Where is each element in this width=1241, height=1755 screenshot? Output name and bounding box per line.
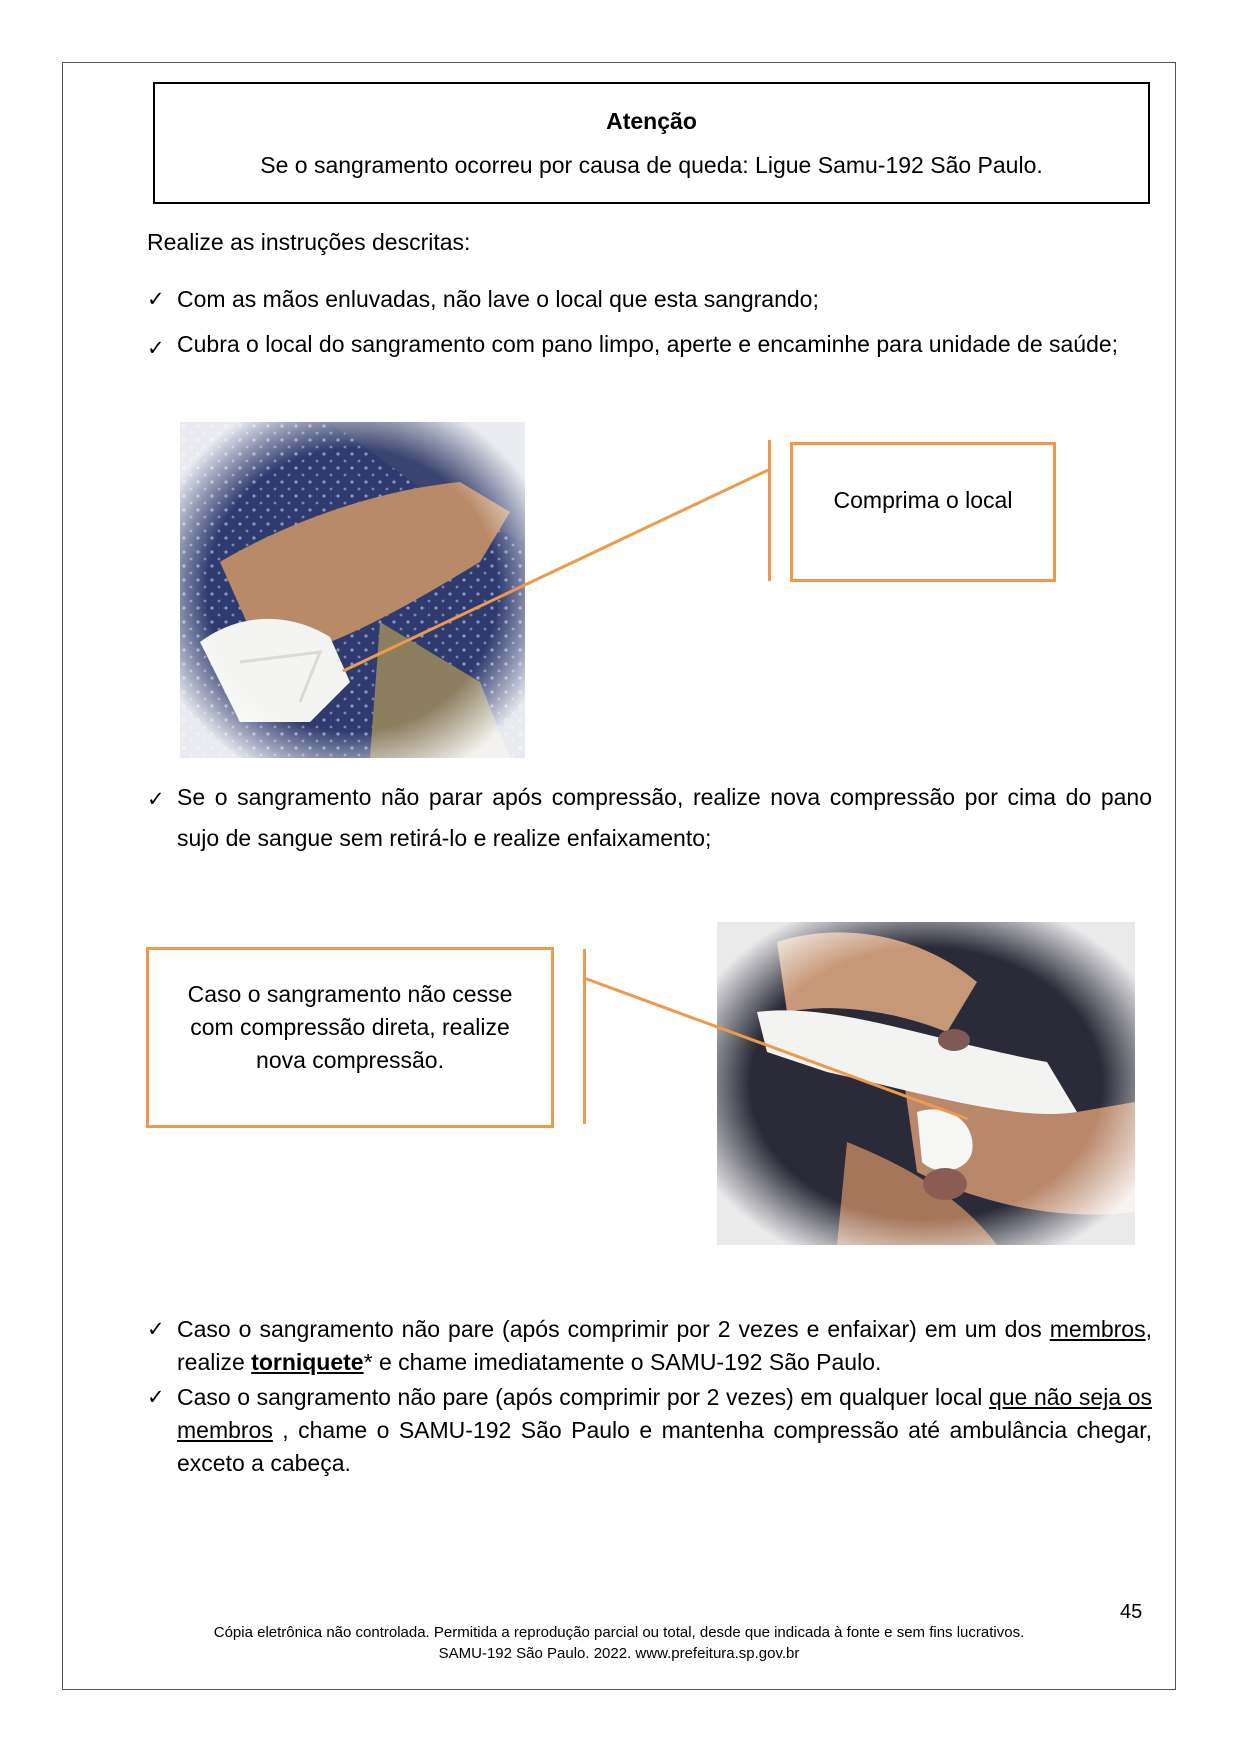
limbs-underlined: membros bbox=[1049, 1316, 1146, 1342]
check-item-text: Cubra o local do sangramento com pano limpo, aperte e encaminhe para unidade de saúde; bbox=[177, 331, 1119, 357]
check-icon: ✓ bbox=[147, 336, 165, 360]
footer-copyright: Cópia eletrônica não controlada. Permitida a reprodução parcial ou total, desde que indicada à fonte e sem fins lucrativos. bbox=[213, 1624, 1025, 1641]
tourniquet-text-part3: * e chame imediatamente o SAMU-192 São Paulo. bbox=[363, 1349, 882, 1375]
callout-compress-text: Comprima o local bbox=[833, 487, 1013, 513]
other-location-part1: Caso o sangramento não pare (após comprimir por 2 vezes) em qualquer local bbox=[177, 1384, 989, 1410]
connector-line-1 bbox=[343, 470, 768, 671]
tourniquet-term: torniquete bbox=[251, 1349, 364, 1375]
check-icon: ✓ bbox=[147, 1385, 165, 1409]
connector-line-2 bbox=[584, 978, 968, 1119]
check-item-text: Se o sangramento não parar após compressão, realize nova compressão por cima do pano sujo de sangue sem retirá-lo e realize enfaixamento; bbox=[177, 784, 1152, 851]
attention-title: Atenção bbox=[606, 108, 697, 134]
check-item-other-location bbox=[147, 1381, 1152, 1480]
check-item-text bbox=[177, 1313, 1152, 1379]
tourniquet-text-part2: , realize bbox=[177, 1316, 1152, 1375]
check-item-text bbox=[177, 1381, 1152, 1480]
check-icon: ✓ bbox=[147, 787, 165, 811]
check-icon: ✓ bbox=[147, 1317, 165, 1341]
attention-message: Se o sangramento ocorreu por causa de queda: Ligue Samu-192 São Paulo. bbox=[260, 152, 1043, 178]
intro-text: Realize as instruções descritas: bbox=[147, 229, 471, 255]
other-location-part2: , chame o SAMU-192 São Paulo e mantenha compressão até ambulância chegar, exceto a cabeça. bbox=[177, 1417, 1152, 1476]
tourniquet-text-part1: Caso o sangramento não pare (após comprimir por 2 vezes e enfaixar) em um dos bbox=[177, 1316, 1050, 1342]
check-item-tourniquet bbox=[147, 1313, 1152, 1379]
footer-source: SAMU-192 São Paulo. 2022. www.prefeitura.sp.gov.br bbox=[438, 1645, 800, 1662]
callout-new-compression-text: Caso o sangramento não cesse com compressão direta, realize nova compressão. bbox=[187, 981, 513, 1073]
check-item-text: Com as mãos enluvadas, não lave o local que esta sangrando; bbox=[177, 286, 819, 312]
page-number: 45 bbox=[1120, 1601, 1143, 1623]
not-limbs-underlined: que não seja os membros bbox=[177, 1384, 1153, 1443]
check-icon: ✓ bbox=[147, 287, 165, 311]
